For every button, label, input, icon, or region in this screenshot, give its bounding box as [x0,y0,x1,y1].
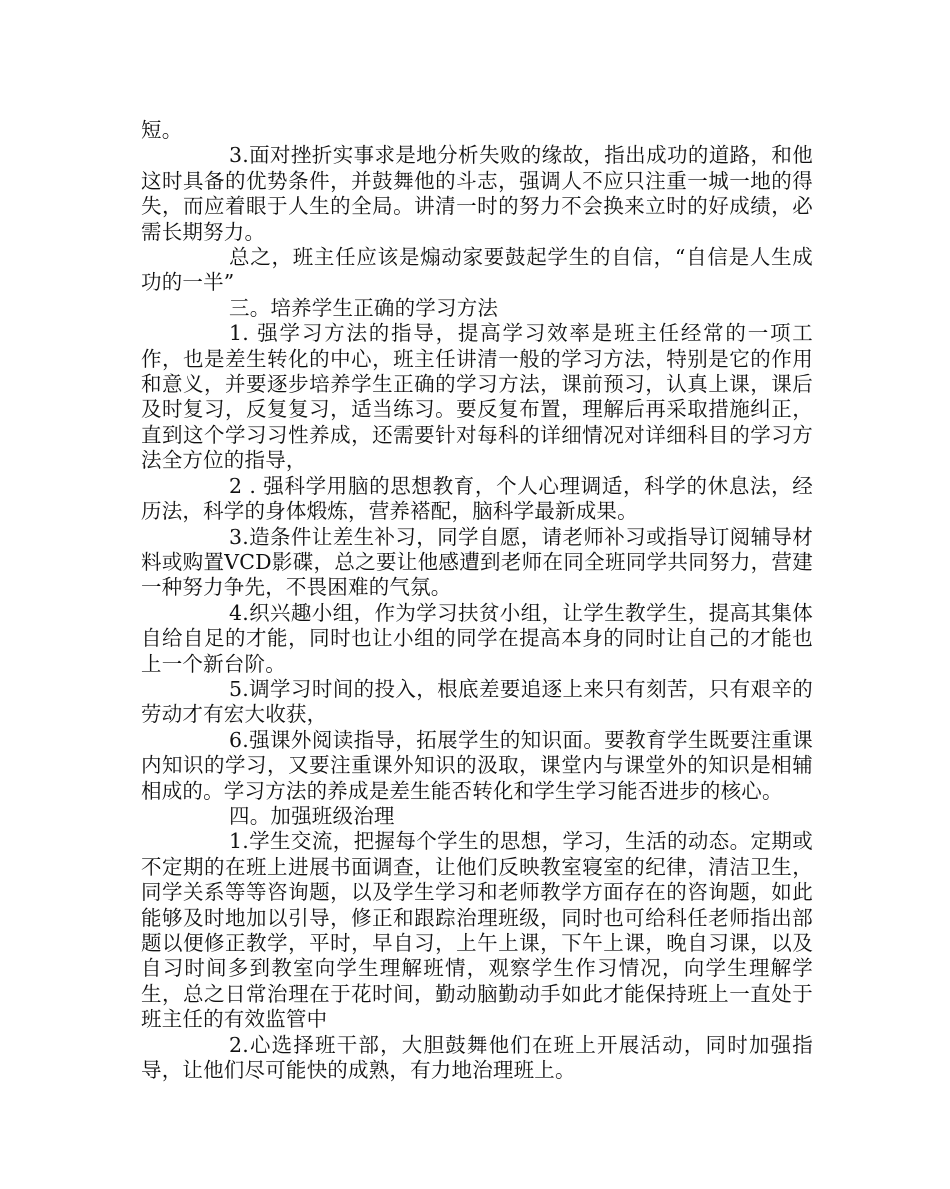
paragraph-method-5: 5.调学习时间的投入，根底差要追逐上来只有刻苦，只有艰辛的劳动才有宏大收获， [141,676,813,727]
paragraph-method-3: 3.造条件让差生补习，同学自愿，请老师补习或指导订阅辅导材料或购置VCD影碟，总之要让他感遭到老师在同全班同学共同努力，营建一种努力争先，不畏困难的气氛。 [141,524,813,600]
section-heading-4: 四。加强班级治理 [229,803,395,828]
paragraph-item-3: 3.面对挫折实事求是地分析失败的缘故，指出成功的道路，和他这时具备的优势条件，并鼓舞他的斗志，强调人不应只注重一城一地的得失，而应着眼于人生的全局。讲清一时的努力不会换来立时的好成绩，必需长期努力。 [141,143,813,244]
paragraph-continuation: 短。 [141,118,183,142]
paragraph-method-4: 4.织兴趣小组，作为学习扶贫小组，让学生教学生，提高其集体自给自足的才能，同时也让小组的同学在提高本身的同时让自己的才能也上一个新台阶。 [141,600,813,676]
paragraph-method-6: 6.强课外阅读指导，拓展学生的知识面。要教育学生既要注重课内知识的学习，又要注重课外知识的汲取，课堂内与课堂外的知识是相辅相成的。学习方法的养成是差生能否转化和学生学习能否进步的核心。 [141,727,813,803]
section-heading-3: 三。培养学生正确的学习方法 [229,295,499,320]
document-body [141,118,813,1083]
paragraph-method-1: 1. 强学习方法的指导，提高学习效率是班主任经常的一项工作，也是差生转化的中心，班主任讲清一般的学习方法，特别是它的作用和意义，并要逐步培养学生正确的学习方法，课前预习，认真上课，课后及时复习，反复复习，适当练习。要反复布置，理解后再采取措施纠正，直到这个学习习性养成，还需要针对每科的详细情况对详细科目的学习方法全方位的指导， [141,321,813,473]
paragraph-management-1: 1.学生交流，把握每个学生的思想，学习，生活的动态。定期或不定期的在班上进展书面调查，让他们反映教室寝室的纪律，清洁卫生，同学关系等等咨询题，以及学生学习和老师教学方面存在的咨询题，如此能够及时地加以引导，修正和跟踪治理班级，同时也可给科任老师指出部题以便修正教学，平时，早自习，上午上课，下午上课，晚自习课，以及自习时间多到教室向学生理解班情，观察学生作习情况，向学生理解学生，总之日常治理在于花时间，勤动脑勤动手如此才能保持班上一直处于班主任的有效监管中 [141,829,813,1032]
paragraph-method-2: 2 . 强科学用脑的思想教育，个人心理调适，科学的休息法，经历法，科学的身体煅炼，营养褡配，脑科学最新成果。 [141,473,813,524]
paragraph-management-2: 2.心选择班干部，大胆鼓舞他们在班上开展活动，同时加强指导，让他们尽可能快的成熟，有力地治理班上。 [141,1032,813,1083]
paragraph-summary: 总之，班主任应该是煽动家要鼓起学生的自信，“自信是人生成功的一半” [141,245,813,295]
